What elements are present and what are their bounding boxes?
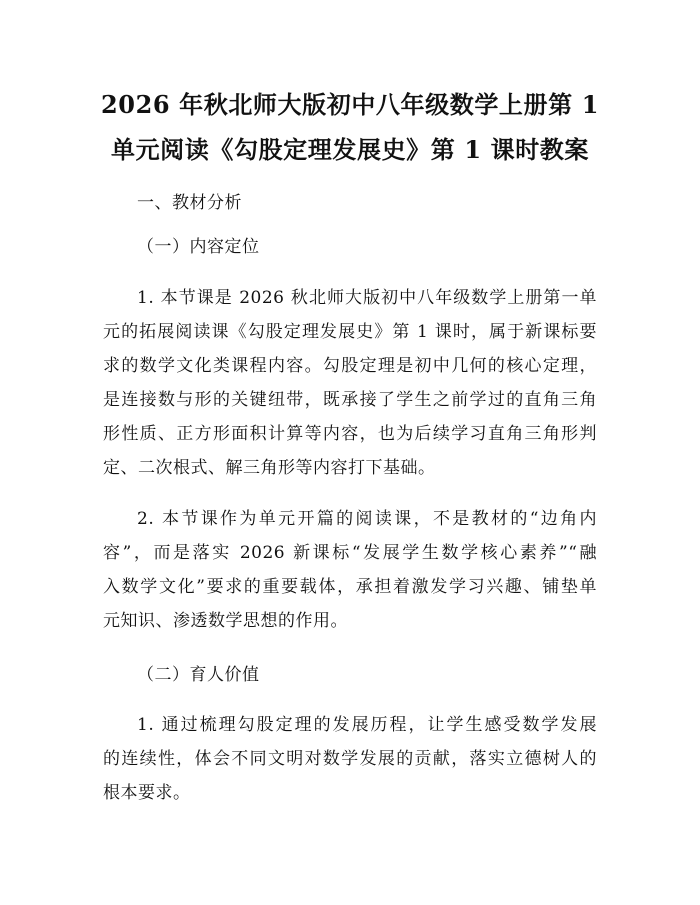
paragraph-line: 根本要求。 <box>103 783 191 803</box>
paragraph-line: 1. 通过梳理勾股定理的发展历程，让学生感受数学发展 <box>137 715 597 735</box>
section-heading: 一、教材分析 <box>137 193 242 213</box>
paragraph-line: 是连接数与形的关键纽带，既承接了学生之前学过的直角三角 <box>103 390 597 410</box>
paragraph-line: 求的数学文化类课程内容。勾股定理是初中几何的核心定理， <box>103 356 597 376</box>
paragraph-line: 入数学文化”要求的重要载体，承担着激发学习兴趣、铺垫单 <box>103 577 597 597</box>
paragraph-line: 元的拓展阅读课《勾股定理发展史》第 1 课时，属于新课标要 <box>103 322 597 342</box>
paragraph-line: 定、二次根式、解三角形等内容打下基础。 <box>103 458 436 478</box>
document-title-line-1: 2026 年秋北师大版初中八年级数学上册第 1 <box>100 90 599 119</box>
paragraph-line: 形性质、正方形面积计算等内容，也为后续学习直角三角形判 <box>103 424 597 444</box>
subsection-heading: （二）育人价值 <box>137 665 260 685</box>
paragraph-line: 的连续性，体会不同文明对数学发展的贡献，落实立德树人的 <box>103 749 597 769</box>
paragraph-line: 容”，而是落实 2026 新课标“发展学生数学核心素养”“融 <box>103 543 597 563</box>
document-title-line-2: 单元阅读《勾股定理发展史》第 1 课时教案 <box>110 135 589 164</box>
paragraph-line: 2. 本节课作为单元开篇的阅读课，不是教材的“边角内 <box>137 509 597 529</box>
paragraph-line: 1. 本节课是 2026 秋北师大版初中八年级数学上册第一单 <box>137 288 597 308</box>
subsection-heading: （一）内容定位 <box>137 237 260 257</box>
paragraph-line: 元知识、渗透数学思想的作用。 <box>103 611 348 631</box>
